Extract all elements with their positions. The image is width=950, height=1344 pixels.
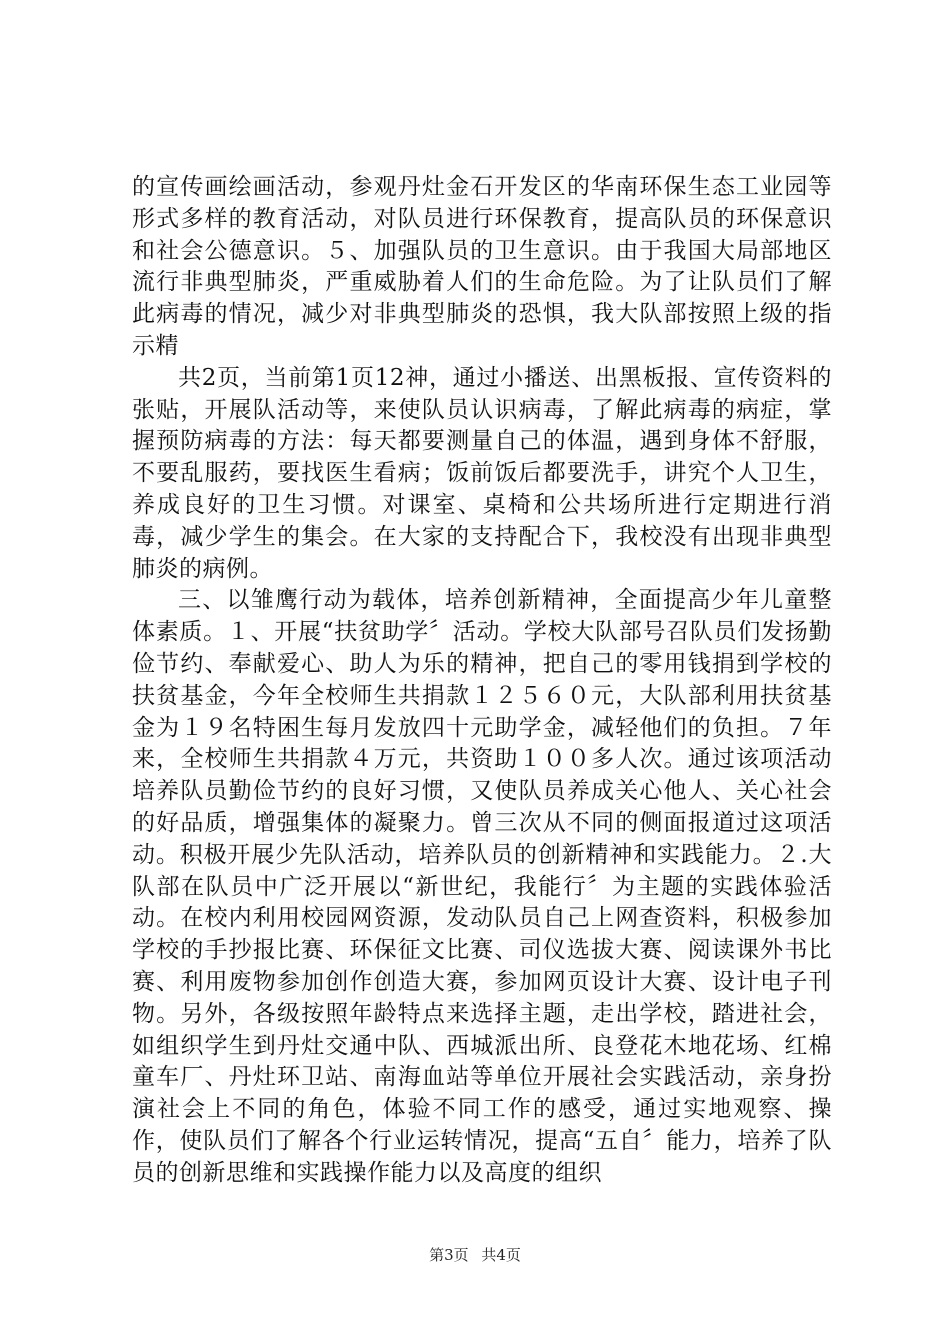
footer-total-pages: 共4页 [481,1246,521,1264]
paragraph-section-three: 三、以雏鹰行动为载体，培养创新精神，全面提高少年儿童整体素质。１、开展“扶贫助学〞活动。学校大队部号召队员们发扬勤俭节约、奉献爱心、助人为乐的精神，把自己的零用钱捐到学校的扶贫基金，今年全校师生共捐款１２５６０元，大队部利用扶贫基金为１９名特困生每月发放四十元助学金，减轻他们的负担。７年来，全校师生共捐款４万元，共资助１００多人次。通过该项活动培养队员勤俭节约的良好习惯，又使队员养成关心他人、关心社会的好品质，增强集体的凝聚力。曾三次从不同的侧面报道过这项活动。积极开展少先队活动，培养队员的创新精神和实践能力。２.大队部在队员中广泛开展以“新世纪，我能行〞为主题的实践体验活动。在校内利用校园网资源，发动队员自己上网查资料，积极参加学校的手抄报比赛、环保征文比赛、司仪选拔大赛、阅读课外书比赛、利用废物参加创作创造大赛，参加网页设计大赛、设计电子刊物。另外，各级按照年龄特点来选择主题，走出学校，踏进社会，如组织学生到丹灶交通中队、西城派出所、良登花木地花场、红棉童车厂、丹灶环卫站、南海血站等单位开展社会实践活动，亲身扮演社会上不同的角色，体验不同工作的感受，通过实地观察、操作，使队员们了解各个行业运转情况，提高“五自〞能力，培养了队员的创新思维和实践操作能力以及高度的组织 [132,587,832,1186]
page-footer [0,1244,950,1265]
document-body [132,172,832,1190]
paragraph-hygiene-measures: 共2页，当前第1页12神，通过小播送、出黑板报、宣传资料的张贴，开展队活动等，来使队员认识病毒，了解此病毒的病症，掌握预防病毒的方法：每天都要测量自己的体温，遇到身体不舒服，不要乱服药，要找医生看病；饭前饭后都要洗手，讲究个人卫生，养成良好的卫生习惯。对课室、桌椅和公共场所进行定期进行消毒，减少学生的集会。在大家的支持配合下，我校没有出现非典型肺炎的病例。 [132,364,832,582]
footer-current-page: 第3页 [429,1246,469,1264]
paragraph-continuation: 的宣传画绘画活动，参观丹灶金石开发区的华南环保生态工业园等形式多样的教育活动，对队员进行环保教育，提高队员的环保意识和社会公德意识。５、加强队员的卫生意识。由于我国大局部地区流行非典型肺炎，严重威胁着人们的生命危险。为了让队员们了解此病毒的情况，减少对非典型肺炎的恐惧，我大队部按照上级的指示精 [132,174,832,359]
